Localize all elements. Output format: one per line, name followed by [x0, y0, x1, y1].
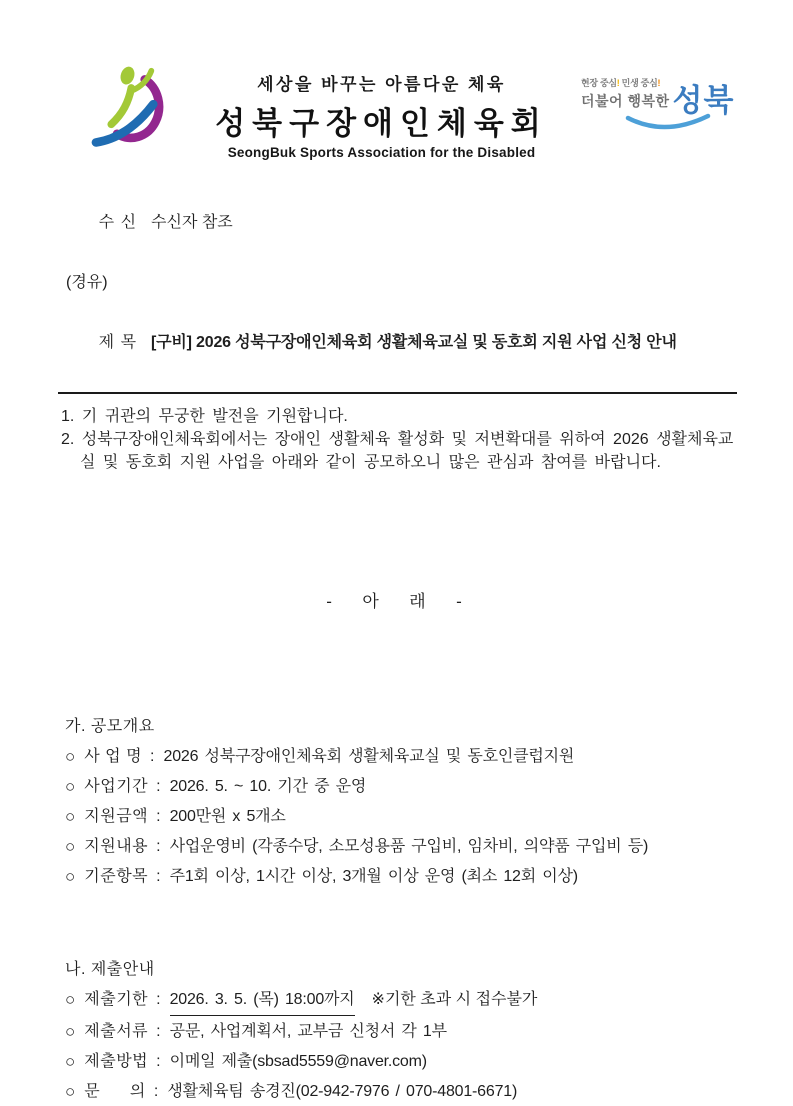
district-slogan-lines: [581, 76, 670, 115]
subject-value: [구비] 2026 성북구장애인체육회 생활체육교실 및 동호회 지원 사업 신청 안내: [151, 334, 677, 351]
item-value: 200만원 x 5개소: [169, 808, 286, 825]
circle-bullet-icon: ○: [65, 837, 76, 856]
submission-email-value: 이메일 제출(sbsad5559@naver.com): [169, 1053, 427, 1070]
circle-bullet-icon: ○: [65, 747, 76, 766]
paragraph-greeting: 1. 기 귀관의 무궁한 발전을 기원합니다.: [61, 408, 348, 425]
subject-row: [58, 298, 737, 391]
document-meta: [58, 178, 737, 394]
exclamation-yellow: !: [616, 78, 620, 88]
colon-separator: :: [153, 1083, 159, 1100]
overview-item-funding-amount: [65, 801, 737, 831]
district-slogan-line1: [581, 76, 670, 89]
subject-label: 제 목: [98, 334, 138, 351]
item-label: 지원금액: [84, 808, 149, 825]
item-value: 2026. 5. ~ 10. 기간 중 운영: [169, 778, 367, 795]
item-label: 제출기한: [84, 991, 149, 1008]
submission-item-method: [65, 1046, 737, 1076]
letterhead: [58, 66, 737, 160]
colon-separator: :: [156, 991, 161, 1008]
recipient-label: 수 신: [98, 214, 138, 231]
item-label: 제출방법: [84, 1053, 149, 1070]
colon-separator: :: [156, 1023, 161, 1040]
item-label: 문 의: [84, 1083, 146, 1100]
body-text: [58, 405, 737, 474]
section-submission: [58, 955, 737, 1106]
overview-item-project-period: [65, 771, 737, 801]
colon-separator: :: [156, 808, 161, 825]
association-logo: [58, 66, 198, 152]
section-overview-heading: 가. 공모개요: [65, 718, 155, 735]
seongbuk-district-logo: [565, 66, 737, 118]
overview-item-project-name: [65, 741, 737, 771]
item-label: 기준항목: [84, 868, 149, 885]
via-row: (경유): [66, 274, 108, 291]
item-label: 제출서류: [84, 1023, 149, 1040]
recipient-row: [58, 178, 737, 268]
submission-item-deadline: [65, 984, 737, 1016]
overview-item-funding-details: [65, 831, 737, 861]
org-name-korean: 성북구장애인체육회: [215, 106, 548, 141]
item-label: 사 업 명: [84, 748, 143, 765]
circle-bullet-icon: ○: [65, 867, 76, 886]
deadline-note: ※기한 초과 시 접수불가: [371, 991, 538, 1008]
item-value: 사업운영비 (각종수당, 소모성용품 구입비, 임차비, 의약품 구입비 등): [169, 838, 649, 855]
paragraph-announcement: 2. 성북구장애인체육회에서는 장애인 생활체육 활성화 및 저변확대를 위하여 2026 생활체육교실 및 동호회 지원 사업을 아래와 같이 공모하오니 많은 관심과 참여를 바랍니다.: [61, 431, 734, 471]
section-submission-heading: 나. 제출안내: [65, 961, 155, 978]
circle-bullet-icon: ○: [65, 1052, 76, 1071]
district-name: 성북: [672, 82, 735, 118]
circle-bullet-icon: ○: [65, 777, 76, 796]
slogan: 세상을 바꾸는 아름다운 체육: [257, 75, 506, 94]
letterhead-titles: [198, 66, 565, 160]
item-label: 지원내용: [84, 838, 149, 855]
contact-value: 생활체육팀 송경진(02-942-7976 / 070-4801-6671): [167, 1083, 518, 1100]
overview-item-criteria: [65, 861, 737, 891]
item-value: 주1회 이상, 1시간 이상, 3개월 이상 운영 (최소 12회 이상): [169, 868, 578, 885]
item-label: 사업기간: [84, 778, 149, 795]
submission-item-contact: [65, 1076, 737, 1106]
colon-separator: :: [156, 778, 161, 795]
submission-item-documents: [65, 1016, 737, 1046]
slogan-text: 민생 중심: [619, 78, 658, 88]
colon-separator: :: [156, 868, 161, 885]
subject-divider: [58, 392, 737, 394]
circle-bullet-icon: ○: [65, 990, 76, 1009]
below-marker: - 아 래 -: [326, 592, 469, 611]
circle-bullet-icon: ○: [65, 1022, 76, 1041]
slogan-text: 현장 중심: [581, 78, 617, 88]
item-value: 공문, 사업계획서, 교부금 신청서 각 1부: [169, 1023, 447, 1040]
dynamic-figure-logo-icon: [88, 66, 188, 152]
colon-separator: :: [150, 748, 155, 765]
circle-bullet-icon: ○: [65, 807, 76, 826]
exclamation-orange: !: [657, 78, 661, 88]
deadline-value: 2026. 3. 5. (목) 18:00까지: [170, 985, 355, 1016]
recipient-value: 수신자 참조: [151, 214, 233, 231]
colon-separator: :: [156, 838, 161, 855]
colon-separator: :: [156, 1053, 161, 1070]
section-overview: [58, 712, 737, 891]
district-slogan-line2: 더불어 행복한: [581, 93, 670, 109]
org-name-english: SeongBuk Sports Association for the Disabled: [227, 145, 536, 160]
circle-bullet-icon: ○: [65, 1082, 76, 1101]
smile-arc-icon: [623, 113, 713, 135]
item-value: 2026 성북구장애인체육회 생활체육교실 및 동호인클럽지원: [163, 748, 575, 765]
